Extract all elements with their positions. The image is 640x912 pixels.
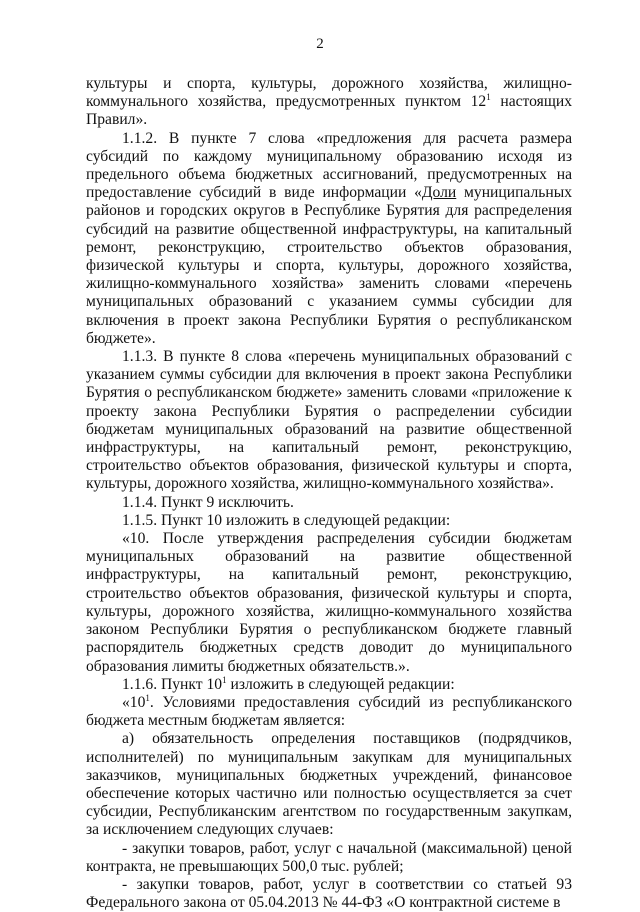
paragraph bbox=[86, 130, 572, 348]
page-number: 2 bbox=[316, 36, 324, 52]
underlined-text: Доли bbox=[421, 184, 457, 202]
text-run: «10. После утверждения распределения субсидии бюджетам муниципальных образований на развитие общественной инфраструктуры, на капитальный ремонт, реконструкцию, строительство объектов образования, физической культуры и спорта, культуры, дорожного хозяйства, жилищно-коммунального хозяйства законом Республики Бурятия о республиканском бюджете главный распорядитель бюджетных средств доводит до муниципального образования лимиты бюджетных обязательств.». bbox=[86, 530, 572, 675]
superscript: 1 bbox=[145, 692, 150, 703]
paragraph bbox=[86, 75, 572, 130]
text-run: настоящих Правил». bbox=[86, 93, 572, 129]
text-run: изложить в следующей редакции: bbox=[226, 675, 455, 693]
text-run: муниципальных районов и городских округов в Республике Бурятия для распределения субсидий на развитие общественной инфраструктуры, на капитальный ремонт, реконструкцию, строительство объектов образования, физической культуры и спорта, культуры, дорожного хозяйства, жилищно-коммунального хозяйства» заменить словами «перечень муниципальных образований с указанием суммы субсидии для включения в проект закона Республики Бурятия о республиканском бюджете». bbox=[86, 184, 573, 347]
superscript: 1 bbox=[222, 674, 227, 685]
paragraph bbox=[86, 876, 572, 912]
paragraph bbox=[86, 840, 572, 876]
paragraph bbox=[86, 512, 572, 530]
paragraph bbox=[86, 348, 572, 494]
text-run: культуры и спорта, культуры, дорожного хозяйства, жилищно-коммунального хозяйства, предусмотренных пунктом 12 bbox=[86, 75, 572, 111]
text-run: 1.1.5. Пункт 10 изложить в следующей редакции: bbox=[122, 511, 451, 529]
text-run: а) обязательность определения поставщиков (подрядчиков, исполнителей) по муниципальным закупкам для муниципальных заказчиков, муниципальных бюджетных учреждений, финансовое обеспечение которых частично или полностью осуществляется за счет субсидии, Республиканским агентством по государственным закупкам, за исключением следующих случаев: bbox=[86, 730, 572, 839]
paragraph bbox=[86, 494, 572, 512]
text-run: - закупки товаров, работ, услуг с начальной (максимальной) ценой контракта, не превышающих 500,0 тыс. рублей; bbox=[86, 839, 572, 875]
text-run: - закупки товаров, работ, услуг в соответствии со статьей 93 Федерального закона от 05.04.2013 № 44-ФЗ «О контрактной системе в bbox=[86, 875, 572, 912]
paragraph bbox=[86, 530, 572, 676]
text-run: 1.1.6. Пункт 10 bbox=[122, 675, 223, 693]
paragraph bbox=[86, 676, 572, 694]
document-body bbox=[86, 75, 572, 912]
paragraph bbox=[86, 730, 572, 839]
text-run: «10 bbox=[122, 693, 146, 711]
superscript: 1 bbox=[486, 92, 491, 103]
paragraph bbox=[86, 694, 572, 730]
text-run: 1.1.4. Пункт 9 исключить. bbox=[122, 493, 294, 511]
text-run: . Условиями предоставления субсидий из республиканского бюджета местным бюджетам является: bbox=[86, 693, 572, 730]
text-run: 1.1.3. В пункте 8 слова «перечень муниципальных образований с указанием суммы субсидии для включения в проект закона Республики Бурятия о республиканском бюджете» заменить словами «приложение к проекту закона Республики Бурятия о распределении субсидии бюджетам муниципальных образований на развитие общественной инфраструктуры, на капитальный ремонт, реконструкцию, строительство объектов образования, физической культуры и спорта, культуры, дорожного хозяйства, жилищно-коммунального хозяйства». bbox=[86, 348, 572, 493]
text-run: 1.1.2. В пункте 7 слова «предложения для расчета размера субсидий по каждому муниципальному образованию исходя из предельного объема бюджетных ассигнований, предусмотренных на предоставление субсидий в виде информации « bbox=[86, 129, 572, 202]
